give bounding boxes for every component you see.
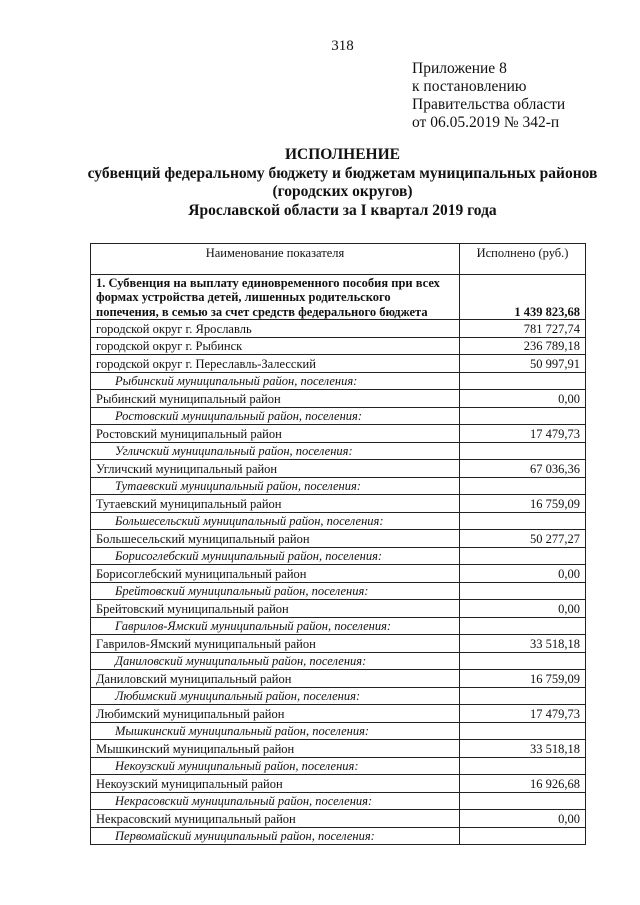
appendix-line: Правительства области	[412, 96, 566, 113]
document-title	[80, 146, 605, 220]
row-value	[460, 617, 586, 635]
row-value	[460, 442, 586, 460]
table-row	[91, 810, 586, 828]
row-name: городской округ г. Переславль-Залесский	[91, 355, 460, 373]
row-value	[460, 652, 586, 670]
table-row	[91, 635, 586, 653]
row-name: Любимский муниципальный район	[91, 705, 460, 723]
row-name: Мышкинский муниципальный район	[91, 740, 460, 758]
row-name: Ростовский муниципальный район	[91, 425, 460, 443]
row-value	[460, 582, 586, 600]
table-section-row	[91, 477, 586, 495]
table-row	[91, 565, 586, 583]
table-section-row	[91, 757, 586, 775]
row-value	[460, 547, 586, 565]
table-section-row	[91, 547, 586, 565]
row-name: Гаврилов-Ямский муниципальный район	[91, 635, 460, 653]
row-value: 1 439 823,68	[460, 275, 586, 320]
row-value: 0,00	[460, 390, 586, 408]
row-value: 17 479,73	[460, 705, 586, 723]
row-name: Брейтовский муниципальный район	[91, 600, 460, 618]
row-name: Тутаевский муниципальный район	[91, 495, 460, 513]
table-row	[91, 337, 586, 355]
row-value: 33 518,18	[460, 740, 586, 758]
row-name: Рыбинский муниципальный район	[91, 390, 460, 408]
table-section-row	[91, 407, 586, 425]
row-value: 236 789,18	[460, 337, 586, 355]
row-value: 0,00	[460, 600, 586, 618]
table-section-row	[91, 722, 586, 740]
row-name: 1. Субвенция на выплату единовременного пособия при всех формах устройства детей, лишенных родительского попечения, в семью за счет средств федерального бюджета	[91, 275, 460, 320]
row-name: Мышкинский муниципальный район, поселения:	[91, 722, 460, 740]
row-name: городской округ г. Рыбинск	[91, 337, 460, 355]
table-section-row	[91, 512, 586, 530]
table-row	[91, 600, 586, 618]
row-value	[460, 827, 586, 845]
row-value: 0,00	[460, 565, 586, 583]
row-value	[460, 477, 586, 495]
table-row	[91, 390, 586, 408]
table-row	[91, 495, 586, 513]
table-section-row	[91, 617, 586, 635]
row-name: Борисоглебский муниципальный район, поселения:	[91, 547, 460, 565]
row-value: 67 036,36	[460, 460, 586, 478]
row-value	[460, 792, 586, 810]
table-section-row	[91, 372, 586, 390]
title-line: Ярославской области за I квартал 2019 года	[188, 201, 497, 219]
row-name: Брейтовский муниципальный район, поселения:	[91, 582, 460, 600]
table-row	[91, 705, 586, 723]
appendix-line: к постановлению	[412, 78, 527, 95]
row-value	[460, 722, 586, 740]
table-row	[91, 320, 586, 338]
table-section-row	[91, 582, 586, 600]
row-value: 17 479,73	[460, 425, 586, 443]
row-value: 50 277,27	[460, 530, 586, 548]
row-value	[460, 687, 586, 705]
row-name: Первомайский муниципальный район, поселения:	[91, 827, 460, 845]
table-row	[91, 775, 586, 793]
row-value	[460, 372, 586, 390]
row-name: Ростовский муниципальный район, поселения:	[91, 407, 460, 425]
table-row	[91, 670, 586, 688]
table-row	[91, 460, 586, 478]
row-value	[460, 757, 586, 775]
appendix-note	[412, 60, 565, 132]
table-row	[91, 530, 586, 548]
row-name: Даниловский муниципальный район	[91, 670, 460, 688]
row-name: городской округ г. Ярославль	[91, 320, 460, 338]
row-value: 50 997,91	[460, 355, 586, 373]
row-value: 0,00	[460, 810, 586, 828]
execution-table	[90, 243, 586, 845]
table-row	[91, 355, 586, 373]
table-section-row	[91, 792, 586, 810]
appendix-line: от 06.05.2019 № 342-п	[412, 114, 560, 131]
table-total-row	[91, 275, 586, 320]
row-name: Любимский муниципальный район, поселения:	[91, 687, 460, 705]
header-name: Наименование показателя	[91, 244, 460, 275]
row-name: Некоузский муниципальный район	[91, 775, 460, 793]
title-line: субвенций федеральному бюджету и бюджетам муниципальных районов	[87, 164, 598, 182]
row-value: 781 727,74	[460, 320, 586, 338]
row-name: Тутаевский муниципальный район, поселения:	[91, 477, 460, 495]
title-line: ИСПОЛНЕНИЕ	[285, 146, 400, 163]
table-section-row	[91, 827, 586, 845]
table-header-row	[91, 244, 586, 275]
row-value: 33 518,18	[460, 635, 586, 653]
row-value: 16 926,68	[460, 775, 586, 793]
row-name: Некрасовский муниципальный район, поселения:	[91, 792, 460, 810]
row-name: Угличский муниципальный район, поселения:	[91, 442, 460, 460]
row-name: Рыбинский муниципальный район, поселения:	[91, 372, 460, 390]
table-section-row	[91, 442, 586, 460]
row-value	[460, 407, 586, 425]
row-value: 16 759,09	[460, 495, 586, 513]
table-row	[91, 740, 586, 758]
appendix-line: Приложение 8	[412, 60, 507, 77]
row-name: Большесельский муниципальный район, поселения:	[91, 512, 460, 530]
title-line: (городских округов)	[272, 183, 413, 200]
row-value: 16 759,09	[460, 670, 586, 688]
row-name: Большесельский муниципальный район	[91, 530, 460, 548]
table-section-row	[91, 652, 586, 670]
row-name: Борисоглебский муниципальный район	[91, 565, 460, 583]
row-value	[460, 512, 586, 530]
row-name: Даниловский муниципальный район, поселения:	[91, 652, 460, 670]
row-name: Гаврилов-Ямский муниципальный район, поселения:	[91, 617, 460, 635]
table-row	[91, 425, 586, 443]
table-section-row	[91, 687, 586, 705]
row-name: Угличский муниципальный район	[91, 460, 460, 478]
row-name: Некоузский муниципальный район, поселения:	[91, 757, 460, 775]
header-value: Исполнено (руб.)	[460, 244, 586, 275]
row-name: Некрасовский муниципальный район	[91, 810, 460, 828]
page-number: 318	[331, 38, 354, 54]
